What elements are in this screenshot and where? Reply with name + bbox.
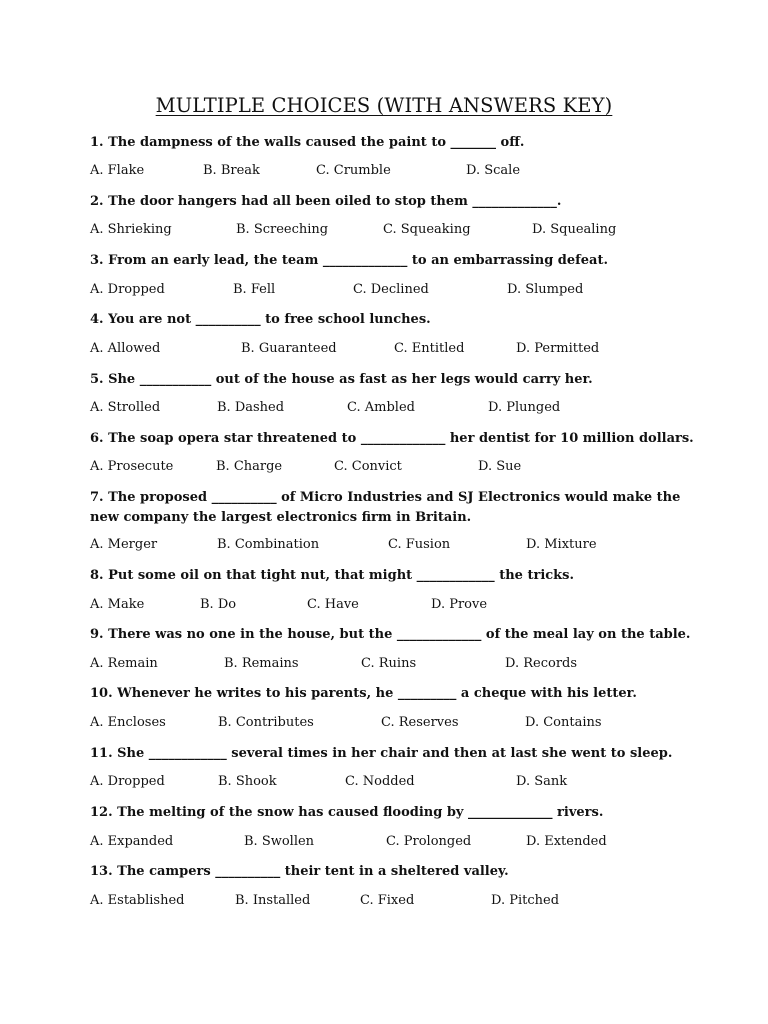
answer-option: A. Prosecute [90, 459, 174, 474]
answer-option: C. Entitled [394, 341, 465, 356]
answer-option: A. Shrieking [90, 222, 172, 237]
question-text: 8. Put some oil on that tight nut, that might ____________ the tricks. [90, 568, 575, 583]
answer-option: B. Charge [216, 459, 283, 474]
question-text: 1. The dampness of the walls caused the paint to _______ off. [90, 135, 525, 150]
answer-option: C. Crumble [316, 163, 391, 178]
answer-option: A. Allowed [90, 341, 161, 356]
answer-option: C. Ruins [361, 656, 417, 671]
question-text: 6. The soap opera star threatened to _____________ her dentist for 10 million dollars. [90, 431, 694, 446]
answer-option: D. Sank [516, 774, 568, 789]
answer-option: D. Mixture [526, 537, 597, 552]
answer-option: A. Merger [90, 537, 158, 552]
answer-option: B. Swollen [244, 834, 315, 849]
answer-option: C. Prolonged [386, 834, 472, 849]
answer-option: B. Combination [217, 537, 320, 552]
answer-option: D. Squealing [532, 222, 617, 237]
answer-option: D. Pitched [491, 893, 560, 908]
answer-option: D. Extended [526, 834, 607, 849]
answer-option: A. Expanded [90, 834, 174, 849]
page-title: MULTIPLE CHOICES (WITH ANSWERS KEY) [155, 94, 613, 117]
answer-option: A. Strolled [90, 400, 161, 415]
question-text: 7. The proposed __________ of Micro Industries and SJ Electronics would make the new company the largest electronics firm in Britain. [90, 490, 681, 525]
answer-option: C. Have [307, 597, 359, 612]
answer-option: B. Dashed [217, 400, 285, 415]
answer-option: A. Dropped [90, 774, 165, 789]
answer-option: C. Squeaking [383, 222, 471, 237]
question-text: 10. Whenever he writes to his parents, he _________ a cheque with his letter. [90, 686, 637, 701]
answer-option: D. Records [505, 656, 578, 671]
question-text: 2. The door hangers had all been oiled to stop them _____________. [90, 194, 562, 209]
answer-option: B. Screeching [236, 222, 329, 237]
question-text: 4. You are not __________ to free school lunches. [90, 312, 431, 327]
answer-option: C. Reserves [381, 715, 459, 730]
answer-option: A. Flake [90, 163, 145, 178]
answer-option: C. Convict [334, 459, 402, 474]
question-text: 9. There was no one in the house, but the _____________ of the meal lay on the table. [90, 627, 691, 642]
answer-option: D. Slumped [507, 282, 584, 297]
answer-option: A. Remain [90, 656, 158, 671]
answer-option: D. Contains [525, 715, 602, 730]
question-text: 12. The melting of the snow has caused flooding by _____________ rivers. [90, 805, 604, 820]
answer-option: D. Sue [478, 459, 522, 474]
answer-option: D. Scale [466, 163, 521, 178]
answer-option: C. Fixed [360, 893, 415, 908]
question-text: 13. The campers __________ their tent in a sheltered valley. [90, 864, 509, 879]
answer-option: B. Fell [233, 282, 276, 297]
answer-option: B. Guaranteed [241, 341, 337, 356]
answer-option: A. Encloses [90, 715, 166, 730]
answer-option: A. Established [90, 893, 185, 908]
answer-option: B. Contributes [218, 715, 314, 730]
answer-option: B. Remains [224, 656, 299, 671]
answer-option: A. Dropped [90, 282, 165, 297]
answer-option: C. Nodded [345, 774, 415, 789]
answer-option: B. Break [203, 163, 260, 178]
answer-option: D. Plunged [488, 400, 561, 415]
answer-option: A. Make [90, 597, 145, 612]
answer-option: B. Shook [218, 774, 277, 789]
question-text: 11. She ____________ several times in her chair and then at last she went to sleep. [90, 746, 673, 761]
question-text: 3. From an early lead, the team _____________ to an embarrassing defeat. [90, 253, 608, 268]
answer-option: C. Ambled [347, 400, 415, 415]
answer-option: B. Installed [235, 893, 311, 908]
answer-option: C. Declined [353, 282, 429, 297]
answer-option: D. Prove [431, 597, 488, 612]
question-text: 5. She ___________ out of the house as fast as her legs would carry her. [90, 372, 593, 387]
answer-option: C. Fusion [388, 537, 451, 552]
answer-option: B. Do [200, 597, 237, 612]
answer-option: D. Permitted [516, 341, 600, 356]
